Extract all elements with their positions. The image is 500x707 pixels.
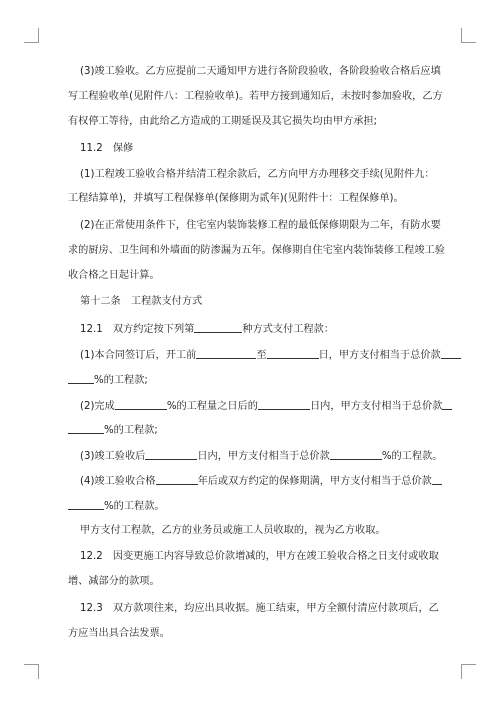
payment-item-4-line-2 xyxy=(68,498,165,514)
section-12-1-text-a: 12.1 双方约定按下列第 xyxy=(80,324,195,335)
article-heading-12: 第十二条 工程款支付方式 xyxy=(80,296,203,307)
blank-field[interactable] xyxy=(432,473,442,485)
paragraph-acceptance-line-2: 写工程验收单(见附件八：工程验收单)。若甲方接到通知后，未按时参加验收，乙方 xyxy=(68,91,443,102)
blank-field[interactable] xyxy=(330,448,382,460)
blank-field[interactable] xyxy=(258,398,310,410)
payment-item-3-text-c: %的工程款。 xyxy=(381,451,443,462)
section-heading-11-2: 11.2 保修 xyxy=(80,143,134,154)
paragraph-acceptance-line-1: (3)竣工验收。乙方应提前二天通知甲方进行各阶段验收，各阶段验收合格后应填 xyxy=(80,66,441,77)
paragraph-warranty-1-line-1: (1)工程竣工验收合格并结清工程余款后，乙方向甲方办理移交手续(见附件九： xyxy=(80,169,435,180)
payment-item-1-line-1 xyxy=(80,347,461,363)
payment-item-3-text-b: 日内，甲方支付相当于总价款 xyxy=(197,451,330,462)
page-corner-mark-top-right xyxy=(461,28,476,43)
blank-field[interactable] xyxy=(267,347,319,359)
paragraph-acceptance-line-3: 有权停工等待，由此给乙方造成的工期延误及其它损失均由甲方承担; xyxy=(68,116,378,127)
payment-item-2-text-a: (2)完成 xyxy=(80,401,115,412)
payment-item-1-text-b: 至 xyxy=(256,350,267,361)
blank-field[interactable] xyxy=(68,498,104,510)
paragraph-warranty-2-line-2: 求的厨房、卫生间和外墙面的防渗漏为五年。保修期自住宅室内装饰装修工程竣工验 xyxy=(68,245,445,256)
payment-item-2-text-d: %的工程款; xyxy=(104,425,158,436)
paragraph-warranty-2-line-3: 收合格之日起计算。 xyxy=(68,270,160,281)
payment-item-3-text-a: (3)竣工验收后 xyxy=(80,451,146,462)
payment-item-1-text-d: %的工程款; xyxy=(94,375,148,386)
payment-item-2-line-1 xyxy=(80,398,452,414)
payment-item-1-text-a: (1)本合同签订后，开工前 xyxy=(80,350,197,361)
page-corner-mark-top-left xyxy=(24,28,39,43)
blank-field[interactable] xyxy=(156,473,198,485)
payment-item-4-text-a: (4)竣工验收合格 xyxy=(80,476,156,487)
blank-field[interactable] xyxy=(145,448,197,460)
paragraph-warranty-2-line-1: (2)在正常使用条件下，住宅室内装饰装修工程的最低保修期限为二年，有防水要 xyxy=(80,220,441,231)
blank-field[interactable] xyxy=(441,347,461,359)
payment-item-2-line-2 xyxy=(68,422,158,438)
section-12-2-line-2: 增、减部分的款项。 xyxy=(68,576,160,587)
section-12-1 xyxy=(80,321,334,337)
payment-item-1-text-c: 日，甲方支付相当于总价款 xyxy=(318,350,441,361)
payment-item-4-line-1 xyxy=(80,473,442,489)
section-12-1-text-b: 种方式支付工程款： xyxy=(242,324,335,335)
page-corner-mark-bottom-left xyxy=(24,664,39,679)
section-12-3-line-1: 12.3 双方款项往来，均应出具收据。施工结束，甲方全额付清应付款项后，乙 xyxy=(80,603,439,614)
payment-item-1-line-2 xyxy=(68,372,148,388)
payment-item-4-text-c: %的工程款。 xyxy=(104,501,165,512)
blank-field[interactable] xyxy=(68,372,94,384)
section-12-2-line-1: 12.2 因变更施工内容导致总价款增减的，甲方在竣工验收合格之日支付或收取 xyxy=(80,551,439,562)
blank-field[interactable] xyxy=(194,321,242,333)
blank-field[interactable] xyxy=(442,398,452,410)
paragraph-payment-collection: 甲方支付工程款，乙方的业务员或施工人员收取的，视为乙方收取。 xyxy=(80,525,386,536)
payment-item-2-text-c: 日内，甲方支付相当于总价款 xyxy=(310,401,443,412)
blank-field[interactable] xyxy=(115,398,167,410)
blank-field[interactable] xyxy=(196,347,256,359)
paragraph-warranty-1-line-2: 工程结算单)，并填写工程保修单(保修期为贰年)(见附件十：工程保修单)。 xyxy=(68,193,404,204)
payment-item-3 xyxy=(80,448,442,464)
blank-field[interactable] xyxy=(68,422,104,434)
page-corner-mark-bottom-right xyxy=(461,664,476,679)
payment-item-4-text-b: 年后或双方约定的保修期满，甲方支付相当于总价款 xyxy=(197,476,432,487)
section-12-3-line-2: 方应当出具合法发票。 xyxy=(68,628,170,639)
payment-item-2-text-b: %的工程量之日后的 xyxy=(166,401,258,412)
